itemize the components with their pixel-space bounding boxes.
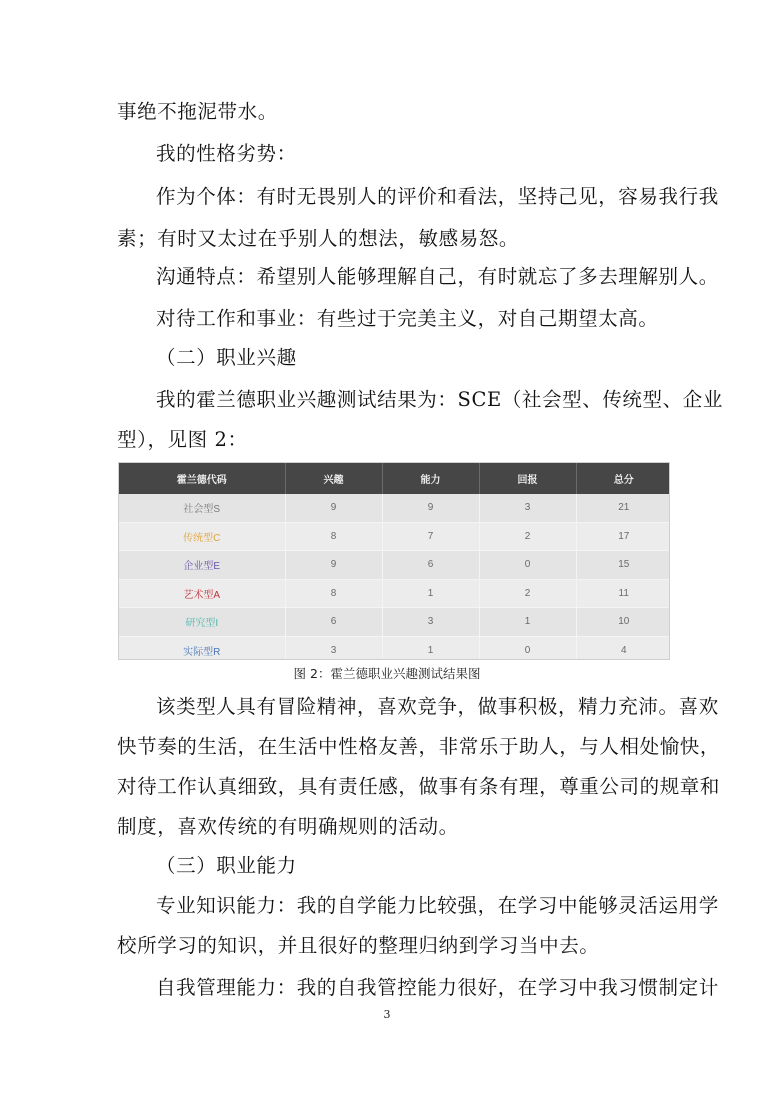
column-header: 总分 bbox=[576, 463, 670, 494]
paragraph-line: 型），见图 2： bbox=[117, 428, 248, 451]
holland-code-cell: 企业型E bbox=[119, 551, 285, 580]
paragraph-line: 作为个体：有时无畏别人的评价和看法，坚持己见，容易我行我 bbox=[156, 185, 719, 208]
paragraph-line: 快节奏的生活，在生活中性格友善，非常乐于助人，与人相处愉快， bbox=[117, 735, 721, 758]
paragraph-line: 我的性格劣势： bbox=[156, 142, 297, 165]
table-cell: 3 bbox=[479, 494, 576, 522]
column-header: 回报 bbox=[479, 463, 576, 494]
column-header: 兴趣 bbox=[285, 463, 382, 494]
table-row bbox=[119, 522, 670, 551]
table-cell: 2 bbox=[479, 522, 576, 551]
table-cell: 0 bbox=[479, 551, 576, 580]
section-heading: （三）职业能力 bbox=[156, 854, 297, 877]
holland-code-cell: 传统型C bbox=[119, 522, 285, 551]
table-cell: 4 bbox=[576, 636, 670, 660]
table-cell: 9 bbox=[285, 551, 382, 580]
paragraph-line: 我的霍兰德职业兴趣测试结果为：SCE（社会型、传统型、企业 bbox=[156, 388, 723, 411]
paragraph-line: 专业知识能力：我的自学能力比较强，在学习中能够灵活运用学 bbox=[156, 894, 719, 917]
paragraph-line: 沟通特点：希望别人能够理解自己，有时就忘了多去理解别人。 bbox=[156, 265, 719, 288]
table-cell: 7 bbox=[382, 522, 479, 551]
table-cell: 2 bbox=[479, 579, 576, 608]
table-cell: 8 bbox=[285, 522, 382, 551]
table-row bbox=[119, 551, 670, 580]
table-cell: 1 bbox=[382, 579, 479, 608]
holland-code-cell: 社会型S bbox=[119, 494, 285, 522]
holland-code-cell: 艺术型A bbox=[119, 579, 285, 608]
table-cell: 1 bbox=[382, 636, 479, 660]
table-cell: 15 bbox=[576, 551, 670, 580]
table-cell: 9 bbox=[382, 494, 479, 522]
paragraph-line: 素；有时又太过在乎别人的想法，敏感易怒。 bbox=[117, 227, 520, 250]
table-cell: 11 bbox=[576, 579, 670, 608]
paragraph-line: 对待工作和事业：有些过于完美主义，对自己期望太高。 bbox=[156, 307, 659, 330]
table-cell: 1 bbox=[479, 608, 576, 637]
figure-caption: 图 2：霍兰德职业兴趣测试结果图 bbox=[293, 666, 481, 681]
table-cell: 9 bbox=[285, 494, 382, 522]
paragraph-line: 自我管理能力：我的自我管控能力很好，在学习中我习惯制定计 bbox=[156, 976, 719, 999]
holland-code-cell: 实际型R bbox=[119, 636, 285, 660]
table-row bbox=[119, 579, 670, 608]
table-row bbox=[119, 494, 670, 522]
paragraph-line: 对待工作认真细致，具有责任感，做事有条有理，尊重公司的规章和 bbox=[117, 775, 721, 798]
table-row bbox=[119, 636, 670, 660]
section-heading: （二）职业兴趣 bbox=[156, 346, 297, 369]
paragraph-line: 该类型人具有冒险精神，喜欢竞争，做事积极，精力充沛。喜欢 bbox=[156, 695, 719, 718]
paragraph-line: 制度，喜欢传统的有明确规则的活动。 bbox=[117, 815, 459, 838]
column-header: 能力 bbox=[382, 463, 479, 494]
table-cell: 17 bbox=[576, 522, 670, 551]
table-cell: 21 bbox=[576, 494, 670, 522]
paragraph-line: 校所学习的知识，并且很好的整理归纳到学习当中去。 bbox=[117, 934, 600, 957]
table-header-row bbox=[119, 463, 670, 494]
column-header: 霍兰德代码 bbox=[119, 463, 285, 494]
holland-result-table bbox=[119, 463, 670, 660]
paragraph-line: 事绝不拖泥带水。 bbox=[117, 100, 278, 123]
table-cell: 10 bbox=[576, 608, 670, 637]
table-cell: 8 bbox=[285, 579, 382, 608]
table-cell: 3 bbox=[382, 608, 479, 637]
table-cell: 6 bbox=[285, 608, 382, 637]
page-number: 3 bbox=[383, 1008, 391, 1021]
holland-code-cell: 研究型I bbox=[119, 608, 285, 637]
table-cell: 3 bbox=[285, 636, 382, 660]
table-cell: 0 bbox=[479, 636, 576, 660]
table-row bbox=[119, 608, 670, 637]
table-cell: 6 bbox=[382, 551, 479, 580]
holland-result-figure bbox=[118, 462, 670, 660]
